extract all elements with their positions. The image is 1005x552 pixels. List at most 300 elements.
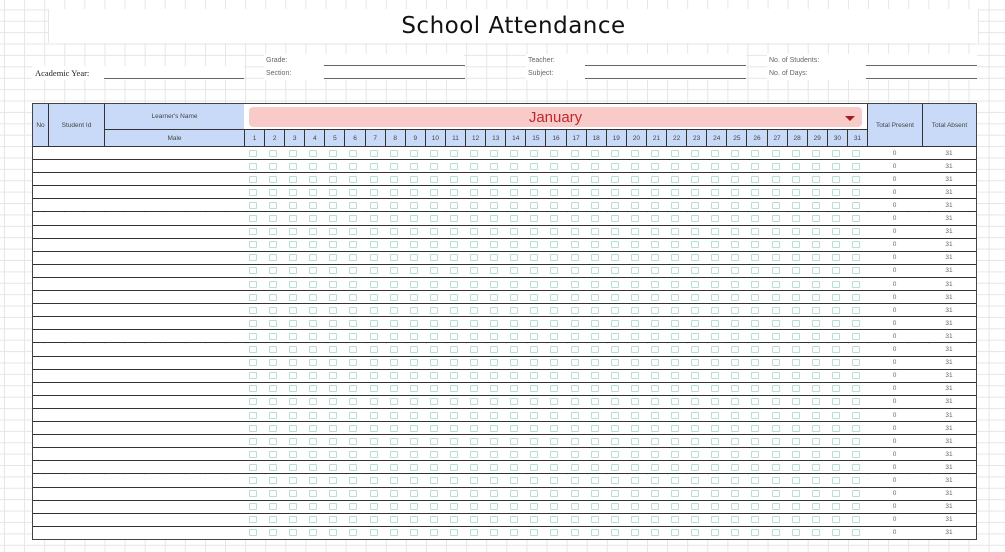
attendance-checkbox[interactable]: [591, 477, 599, 484]
attendance-checkbox[interactable]: [631, 228, 639, 235]
learner-name-cell[interactable]: [104, 199, 245, 212]
attendance-checkbox[interactable]: [410, 307, 418, 314]
attendance-checkbox[interactable]: [410, 451, 418, 458]
attendance-checkbox[interactable]: [269, 503, 277, 510]
attendance-checkbox[interactable]: [550, 254, 558, 261]
attendance-checkbox[interactable]: [852, 425, 860, 432]
attendance-checkbox[interactable]: [490, 176, 498, 183]
attendance-checkbox[interactable]: [289, 267, 297, 274]
attendance-checkbox[interactable]: [731, 307, 739, 314]
attendance-checkbox[interactable]: [631, 241, 639, 248]
attendance-checkbox[interactable]: [470, 281, 478, 288]
attendance-checkbox[interactable]: [269, 333, 277, 340]
attendance-checkbox[interactable]: [430, 150, 438, 157]
attendance-checkbox[interactable]: [812, 529, 820, 536]
attendance-checkbox[interactable]: [470, 163, 478, 170]
attendance-checkbox[interactable]: [490, 438, 498, 445]
student-id-cell[interactable]: [48, 409, 105, 422]
attendance-checkbox[interactable]: [852, 189, 860, 196]
attendance-checkbox[interactable]: [772, 241, 780, 248]
attendance-checkbox[interactable]: [611, 215, 619, 222]
attendance-checkbox[interactable]: [751, 202, 759, 209]
attendance-checkbox[interactable]: [390, 412, 398, 419]
learner-name-cell[interactable]: [104, 396, 245, 409]
attendance-checkbox[interactable]: [691, 281, 699, 288]
attendance-checkbox[interactable]: [530, 241, 538, 248]
learner-name-cell[interactable]: [104, 435, 245, 448]
attendance-checkbox[interactable]: [309, 398, 317, 405]
attendance-checkbox[interactable]: [349, 451, 357, 458]
attendance-checkbox[interactable]: [691, 163, 699, 170]
attendance-checkbox[interactable]: [269, 425, 277, 432]
attendance-checkbox[interactable]: [349, 477, 357, 484]
attendance-checkbox[interactable]: [289, 254, 297, 261]
attendance-checkbox[interactable]: [591, 346, 599, 353]
attendance-checkbox[interactable]: [591, 294, 599, 301]
attendance-checkbox[interactable]: [651, 503, 659, 510]
attendance-checkbox[interactable]: [611, 241, 619, 248]
student-id-cell[interactable]: [48, 278, 105, 291]
attendance-checkbox[interactable]: [410, 438, 418, 445]
attendance-checkbox[interactable]: [490, 464, 498, 471]
attendance-checkbox[interactable]: [289, 294, 297, 301]
attendance-checkbox[interactable]: [731, 267, 739, 274]
attendance-checkbox[interactable]: [470, 346, 478, 353]
attendance-checkbox[interactable]: [329, 294, 337, 301]
attendance-checkbox[interactable]: [329, 150, 337, 157]
attendance-checkbox[interactable]: [309, 359, 317, 366]
attendance-checkbox[interactable]: [691, 333, 699, 340]
learner-name-cell[interactable]: [104, 304, 245, 317]
attendance-checkbox[interactable]: [852, 333, 860, 340]
attendance-checkbox[interactable]: [591, 176, 599, 183]
attendance-checkbox[interactable]: [751, 516, 759, 523]
student-id-cell[interactable]: [48, 147, 105, 160]
attendance-checkbox[interactable]: [772, 320, 780, 327]
attendance-checkbox[interactable]: [571, 398, 579, 405]
attendance-checkbox[interactable]: [490, 163, 498, 170]
attendance-checkbox[interactable]: [631, 346, 639, 353]
attendance-checkbox[interactable]: [751, 163, 759, 170]
attendance-checkbox[interactable]: [450, 516, 458, 523]
attendance-checkbox[interactable]: [550, 176, 558, 183]
attendance-checkbox[interactable]: [370, 398, 378, 405]
attendance-checkbox[interactable]: [530, 281, 538, 288]
attendance-checkbox[interactable]: [269, 294, 277, 301]
attendance-checkbox[interactable]: [269, 241, 277, 248]
attendance-checkbox[interactable]: [731, 529, 739, 536]
attendance-checkbox[interactable]: [309, 346, 317, 353]
attendance-checkbox[interactable]: [470, 372, 478, 379]
attendance-checkbox[interactable]: [390, 241, 398, 248]
attendance-checkbox[interactable]: [349, 294, 357, 301]
attendance-checkbox[interactable]: [329, 372, 337, 379]
attendance-checkbox[interactable]: [852, 281, 860, 288]
attendance-checkbox[interactable]: [671, 189, 679, 196]
attendance-checkbox[interactable]: [671, 359, 679, 366]
attendance-checkbox[interactable]: [671, 163, 679, 170]
attendance-checkbox[interactable]: [450, 281, 458, 288]
attendance-checkbox[interactable]: [450, 438, 458, 445]
attendance-checkbox[interactable]: [571, 176, 579, 183]
attendance-checkbox[interactable]: [269, 464, 277, 471]
attendance-checkbox[interactable]: [691, 451, 699, 458]
attendance-checkbox[interactable]: [832, 176, 840, 183]
attendance-checkbox[interactable]: [611, 281, 619, 288]
attendance-checkbox[interactable]: [430, 385, 438, 392]
attendance-checkbox[interactable]: [370, 477, 378, 484]
attendance-checkbox[interactable]: [329, 215, 337, 222]
attendance-checkbox[interactable]: [249, 346, 257, 353]
attendance-checkbox[interactable]: [671, 346, 679, 353]
attendance-checkbox[interactable]: [832, 215, 840, 222]
attendance-checkbox[interactable]: [812, 333, 820, 340]
attendance-checkbox[interactable]: [390, 477, 398, 484]
attendance-checkbox[interactable]: [691, 346, 699, 353]
attendance-checkbox[interactable]: [792, 320, 800, 327]
attendance-checkbox[interactable]: [269, 477, 277, 484]
row-no-cell[interactable]: [32, 475, 49, 488]
attendance-checkbox[interactable]: [832, 503, 840, 510]
attendance-checkbox[interactable]: [611, 189, 619, 196]
attendance-checkbox[interactable]: [631, 464, 639, 471]
attendance-checkbox[interactable]: [550, 529, 558, 536]
attendance-checkbox[interactable]: [731, 412, 739, 419]
attendance-checkbox[interactable]: [832, 451, 840, 458]
attendance-checkbox[interactable]: [751, 241, 759, 248]
attendance-checkbox[interactable]: [309, 202, 317, 209]
attendance-checkbox[interactable]: [510, 163, 518, 170]
attendance-checkbox[interactable]: [711, 529, 719, 536]
attendance-checkbox[interactable]: [490, 451, 498, 458]
attendance-checkbox[interactable]: [671, 241, 679, 248]
attendance-checkbox[interactable]: [329, 320, 337, 327]
attendance-checkbox[interactable]: [249, 516, 257, 523]
attendance-checkbox[interactable]: [772, 228, 780, 235]
attendance-checkbox[interactable]: [792, 372, 800, 379]
attendance-checkbox[interactable]: [631, 333, 639, 340]
attendance-checkbox[interactable]: [329, 425, 337, 432]
attendance-checkbox[interactable]: [772, 503, 780, 510]
attendance-checkbox[interactable]: [390, 176, 398, 183]
attendance-checkbox[interactable]: [651, 412, 659, 419]
attendance-checkbox[interactable]: [450, 228, 458, 235]
attendance-checkbox[interactable]: [249, 189, 257, 196]
attendance-checkbox[interactable]: [812, 477, 820, 484]
attendance-checkbox[interactable]: [571, 490, 579, 497]
attendance-checkbox[interactable]: [772, 267, 780, 274]
attendance-checkbox[interactable]: [309, 385, 317, 392]
student-id-cell[interactable]: [48, 488, 105, 501]
attendance-checkbox[interactable]: [470, 490, 478, 497]
attendance-checkbox[interactable]: [691, 425, 699, 432]
attendance-checkbox[interactable]: [390, 490, 398, 497]
student-id-cell[interactable]: [48, 291, 105, 304]
attendance-checkbox[interactable]: [249, 228, 257, 235]
attendance-checkbox[interactable]: [691, 189, 699, 196]
attendance-checkbox[interactable]: [792, 359, 800, 366]
attendance-checkbox[interactable]: [289, 385, 297, 392]
attendance-checkbox[interactable]: [490, 425, 498, 432]
attendance-checkbox[interactable]: [711, 241, 719, 248]
attendance-checkbox[interactable]: [470, 412, 478, 419]
attendance-checkbox[interactable]: [510, 451, 518, 458]
attendance-checkbox[interactable]: [571, 425, 579, 432]
student-id-cell[interactable]: [48, 252, 105, 265]
attendance-checkbox[interactable]: [711, 307, 719, 314]
attendance-checkbox[interactable]: [772, 529, 780, 536]
attendance-checkbox[interactable]: [812, 359, 820, 366]
attendance-checkbox[interactable]: [289, 529, 297, 536]
attendance-checkbox[interactable]: [450, 189, 458, 196]
attendance-checkbox[interactable]: [611, 320, 619, 327]
attendance-checkbox[interactable]: [631, 398, 639, 405]
attendance-checkbox[interactable]: [611, 163, 619, 170]
attendance-checkbox[interactable]: [772, 372, 780, 379]
attendance-checkbox[interactable]: [390, 438, 398, 445]
attendance-checkbox[interactable]: [550, 451, 558, 458]
attendance-checkbox[interactable]: [731, 254, 739, 261]
row-no-cell[interactable]: [32, 186, 49, 199]
attendance-checkbox[interactable]: [390, 254, 398, 261]
attendance-checkbox[interactable]: [430, 202, 438, 209]
attendance-checkbox[interactable]: [571, 451, 579, 458]
attendance-checkbox[interactable]: [671, 333, 679, 340]
attendance-checkbox[interactable]: [550, 346, 558, 353]
attendance-checkbox[interactable]: [370, 281, 378, 288]
attendance-checkbox[interactable]: [711, 477, 719, 484]
attendance-checkbox[interactable]: [430, 163, 438, 170]
attendance-checkbox[interactable]: [852, 477, 860, 484]
attendance-checkbox[interactable]: [651, 477, 659, 484]
attendance-checkbox[interactable]: [349, 359, 357, 366]
student-id-cell[interactable]: [48, 396, 105, 409]
attendance-checkbox[interactable]: [751, 176, 759, 183]
attendance-checkbox[interactable]: [611, 359, 619, 366]
attendance-checkbox[interactable]: [390, 372, 398, 379]
attendance-checkbox[interactable]: [671, 490, 679, 497]
attendance-checkbox[interactable]: [611, 490, 619, 497]
attendance-checkbox[interactable]: [611, 228, 619, 235]
attendance-checkbox[interactable]: [812, 294, 820, 301]
attendance-checkbox[interactable]: [691, 372, 699, 379]
attendance-checkbox[interactable]: [691, 464, 699, 471]
attendance-checkbox[interactable]: [490, 372, 498, 379]
attendance-checkbox[interactable]: [711, 215, 719, 222]
attendance-checkbox[interactable]: [510, 189, 518, 196]
attendance-checkbox[interactable]: [651, 451, 659, 458]
attendance-checkbox[interactable]: [611, 267, 619, 274]
attendance-checkbox[interactable]: [370, 464, 378, 471]
student-id-cell[interactable]: [48, 160, 105, 173]
attendance-checkbox[interactable]: [812, 202, 820, 209]
attendance-checkbox[interactable]: [410, 163, 418, 170]
attendance-checkbox[interactable]: [631, 150, 639, 157]
attendance-checkbox[interactable]: [289, 150, 297, 157]
attendance-checkbox[interactable]: [349, 529, 357, 536]
attendance-checkbox[interactable]: [470, 267, 478, 274]
attendance-checkbox[interactable]: [390, 529, 398, 536]
attendance-checkbox[interactable]: [530, 254, 538, 261]
attendance-checkbox[interactable]: [450, 202, 458, 209]
attendance-checkbox[interactable]: [329, 176, 337, 183]
attendance-checkbox[interactable]: [611, 412, 619, 419]
attendance-checkbox[interactable]: [349, 202, 357, 209]
attendance-checkbox[interactable]: [691, 294, 699, 301]
attendance-checkbox[interactable]: [571, 346, 579, 353]
attendance-checkbox[interactable]: [671, 425, 679, 432]
attendance-checkbox[interactable]: [329, 202, 337, 209]
attendance-checkbox[interactable]: [289, 346, 297, 353]
attendance-checkbox[interactable]: [249, 490, 257, 497]
attendance-checkbox[interactable]: [691, 516, 699, 523]
attendance-checkbox[interactable]: [671, 464, 679, 471]
attendance-checkbox[interactable]: [430, 267, 438, 274]
attendance-checkbox[interactable]: [812, 163, 820, 170]
row-no-cell[interactable]: [32, 160, 49, 173]
attendance-checkbox[interactable]: [691, 254, 699, 261]
attendance-checkbox[interactable]: [309, 176, 317, 183]
attendance-checkbox[interactable]: [751, 359, 759, 366]
attendance-checkbox[interactable]: [631, 503, 639, 510]
student-id-cell[interactable]: [48, 199, 105, 212]
attendance-checkbox[interactable]: [349, 189, 357, 196]
attendance-checkbox[interactable]: [611, 372, 619, 379]
attendance-checkbox[interactable]: [349, 176, 357, 183]
attendance-checkbox[interactable]: [751, 294, 759, 301]
attendance-checkbox[interactable]: [470, 359, 478, 366]
attendance-checkbox[interactable]: [530, 529, 538, 536]
attendance-checkbox[interactable]: [450, 503, 458, 510]
attendance-checkbox[interactable]: [550, 228, 558, 235]
attendance-checkbox[interactable]: [349, 412, 357, 419]
attendance-checkbox[interactable]: [711, 412, 719, 419]
attendance-checkbox[interactable]: [309, 267, 317, 274]
attendance-checkbox[interactable]: [571, 385, 579, 392]
attendance-checkbox[interactable]: [751, 307, 759, 314]
attendance-checkbox[interactable]: [470, 451, 478, 458]
row-no-cell[interactable]: [32, 501, 49, 514]
attendance-checkbox[interactable]: [269, 398, 277, 405]
attendance-checkbox[interactable]: [249, 294, 257, 301]
attendance-checkbox[interactable]: [651, 267, 659, 274]
attendance-checkbox[interactable]: [530, 163, 538, 170]
attendance-checkbox[interactable]: [490, 189, 498, 196]
attendance-checkbox[interactable]: [550, 412, 558, 419]
attendance-checkbox[interactable]: [852, 241, 860, 248]
attendance-checkbox[interactable]: [349, 228, 357, 235]
attendance-checkbox[interactable]: [410, 425, 418, 432]
attendance-checkbox[interactable]: [269, 372, 277, 379]
attendance-checkbox[interactable]: [269, 346, 277, 353]
student-id-cell[interactable]: [48, 475, 105, 488]
attendance-checkbox[interactable]: [510, 464, 518, 471]
attendance-checkbox[interactable]: [249, 425, 257, 432]
row-no-cell[interactable]: [32, 409, 49, 422]
attendance-checkbox[interactable]: [329, 307, 337, 314]
attendance-checkbox[interactable]: [671, 529, 679, 536]
attendance-checkbox[interactable]: [651, 254, 659, 261]
attendance-checkbox[interactable]: [852, 254, 860, 261]
attendance-checkbox[interactable]: [751, 464, 759, 471]
attendance-checkbox[interactable]: [711, 359, 719, 366]
attendance-checkbox[interactable]: [510, 202, 518, 209]
attendance-checkbox[interactable]: [490, 228, 498, 235]
attendance-checkbox[interactable]: [751, 490, 759, 497]
attendance-checkbox[interactable]: [530, 438, 538, 445]
attendance-checkbox[interactable]: [611, 464, 619, 471]
attendance-checkbox[interactable]: [571, 477, 579, 484]
attendance-checkbox[interactable]: [812, 490, 820, 497]
attendance-checkbox[interactable]: [832, 438, 840, 445]
attendance-checkbox[interactable]: [470, 398, 478, 405]
attendance-checkbox[interactable]: [510, 425, 518, 432]
attendance-checkbox[interactable]: [289, 398, 297, 405]
attendance-checkbox[interactable]: [530, 516, 538, 523]
attendance-checkbox[interactable]: [852, 490, 860, 497]
attendance-checkbox[interactable]: [289, 202, 297, 209]
attendance-checkbox[interactable]: [329, 464, 337, 471]
attendance-checkbox[interactable]: [490, 398, 498, 405]
attendance-checkbox[interactable]: [550, 425, 558, 432]
attendance-checkbox[interactable]: [671, 215, 679, 222]
attendance-checkbox[interactable]: [309, 215, 317, 222]
attendance-checkbox[interactable]: [571, 228, 579, 235]
attendance-checkbox[interactable]: [691, 385, 699, 392]
attendance-checkbox[interactable]: [611, 202, 619, 209]
attendance-checkbox[interactable]: [470, 189, 478, 196]
attendance-checkbox[interactable]: [731, 451, 739, 458]
attendance-checkbox[interactable]: [812, 464, 820, 471]
attendance-checkbox[interactable]: [832, 202, 840, 209]
learner-name-cell[interactable]: [104, 514, 245, 527]
attendance-checkbox[interactable]: [751, 150, 759, 157]
attendance-checkbox[interactable]: [832, 398, 840, 405]
attendance-checkbox[interactable]: [631, 451, 639, 458]
attendance-checkbox[interactable]: [812, 150, 820, 157]
attendance-checkbox[interactable]: [410, 189, 418, 196]
attendance-checkbox[interactable]: [611, 346, 619, 353]
attendance-checkbox[interactable]: [510, 228, 518, 235]
attendance-checkbox[interactable]: [249, 254, 257, 261]
attendance-checkbox[interactable]: [731, 215, 739, 222]
attendance-checkbox[interactable]: [450, 529, 458, 536]
attendance-checkbox[interactable]: [410, 215, 418, 222]
student-id-cell[interactable]: [48, 173, 105, 186]
attendance-checkbox[interactable]: [671, 307, 679, 314]
attendance-checkbox[interactable]: [370, 189, 378, 196]
attendance-checkbox[interactable]: [792, 398, 800, 405]
student-id-cell[interactable]: [48, 435, 105, 448]
attendance-checkbox[interactable]: [410, 477, 418, 484]
student-id-cell[interactable]: [48, 304, 105, 317]
attendance-checkbox[interactable]: [309, 412, 317, 419]
attendance-checkbox[interactable]: [329, 398, 337, 405]
student-id-cell[interactable]: [48, 514, 105, 527]
attendance-checkbox[interactable]: [731, 150, 739, 157]
attendance-checkbox[interactable]: [751, 228, 759, 235]
attendance-checkbox[interactable]: [550, 267, 558, 274]
attendance-checkbox[interactable]: [490, 516, 498, 523]
row-no-cell[interactable]: [32, 461, 49, 474]
attendance-checkbox[interactable]: [772, 398, 780, 405]
attendance-checkbox[interactable]: [651, 438, 659, 445]
attendance-checkbox[interactable]: [631, 412, 639, 419]
attendance-checkbox[interactable]: [430, 294, 438, 301]
attendance-checkbox[interactable]: [852, 372, 860, 379]
attendance-checkbox[interactable]: [249, 451, 257, 458]
student-id-cell[interactable]: [48, 501, 105, 514]
